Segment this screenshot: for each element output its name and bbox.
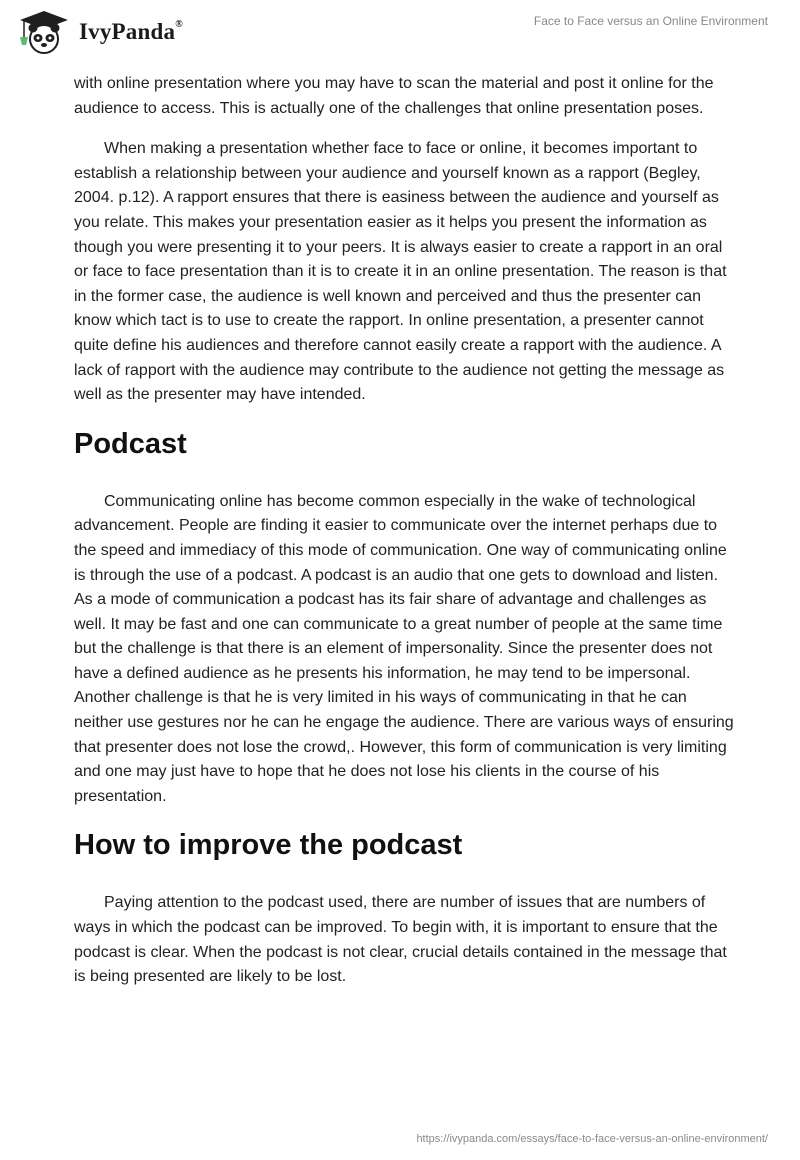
- source-url[interactable]: https://ivypanda.com/essays/face-to-face-versus-an-online-environment/: [416, 1133, 768, 1145]
- paragraph-improve: Paying attention to the podcast used, there are number of issues that are numbers of ways in which the podcast can be improved. To begin with, it is important to ensure that the podcast is clear. When the podcast is not clear, crucial details contained in the message that is being presented are likely to be lost.: [74, 894, 727, 986]
- paragraph-continuation: with online presentation where you may have to scan the material and post it online for the audience to access. This is actually one of the challenges that online presentation poses.: [74, 75, 714, 117]
- heading-improve-podcast: How to improve the podcast: [74, 829, 463, 862]
- paragraph-podcast: Communicating online has become common especially in the wake of technological advancement. People are finding it easier to communicate over the internet perhaps due to the speed and immediacy of this mode of communication. One way of communicating online is through the use of a podcast. A podcast is an audio that one gets to download and listen. As a mode of communication a podcast has its fair share of advantage and challenges as well. It may be fast and one can communicate to a great number of people at the same time but the challenge is that there is an element of impersonality. Since the presenter does not have a defined audience as he presents his information, he may tend to be impersonal. Another challenge is that he is very limited in his ways of communicating in that he can neither use gestures nor he can he engage the audience. There are various ways of ensuring that presenter does not lose the crowd,. However, this form of communication is very limiting and one may just have to hope that he does not lose his clients in the course of his presentation.: [74, 492, 734, 805]
- brand-name[interactable]: IvyPanda®: [79, 19, 183, 44]
- paragraph-rapport: When making a presentation whether face to face or online, it becomes important to establish a relationship between your audience and yourself known as a rapport (Begley, 2004. p.12). A rapport ensures that there is easiness between the audience and yourself as you relate. This makes your presentation easier as it helps you present the information as though you were presenting it to your peers. It is always easier to create a rapport in an oral or face to face presentation than it is to create it in an online presentation. The reason is that in the former case, the audience is well known and perceived and thus the presenter can know which tact is to use to create the rapport. In online presentation, a presenter cannot quite define his audiences and therefore cannot easily create a rapport with the audience. A lack of rapport with the audience may contribute to the audience not getting the message as well as the presenter may have intended.: [74, 140, 727, 404]
- heading-podcast: Podcast: [74, 427, 187, 460]
- document-title: Face to Face versus an Online Environment: [533, 14, 768, 28]
- registered-mark: ®: [175, 19, 183, 31]
- panda-logo-icon[interactable]: [14, 9, 74, 55]
- page-header: [0, 0, 800, 70]
- essay-body: [74, 72, 734, 1006]
